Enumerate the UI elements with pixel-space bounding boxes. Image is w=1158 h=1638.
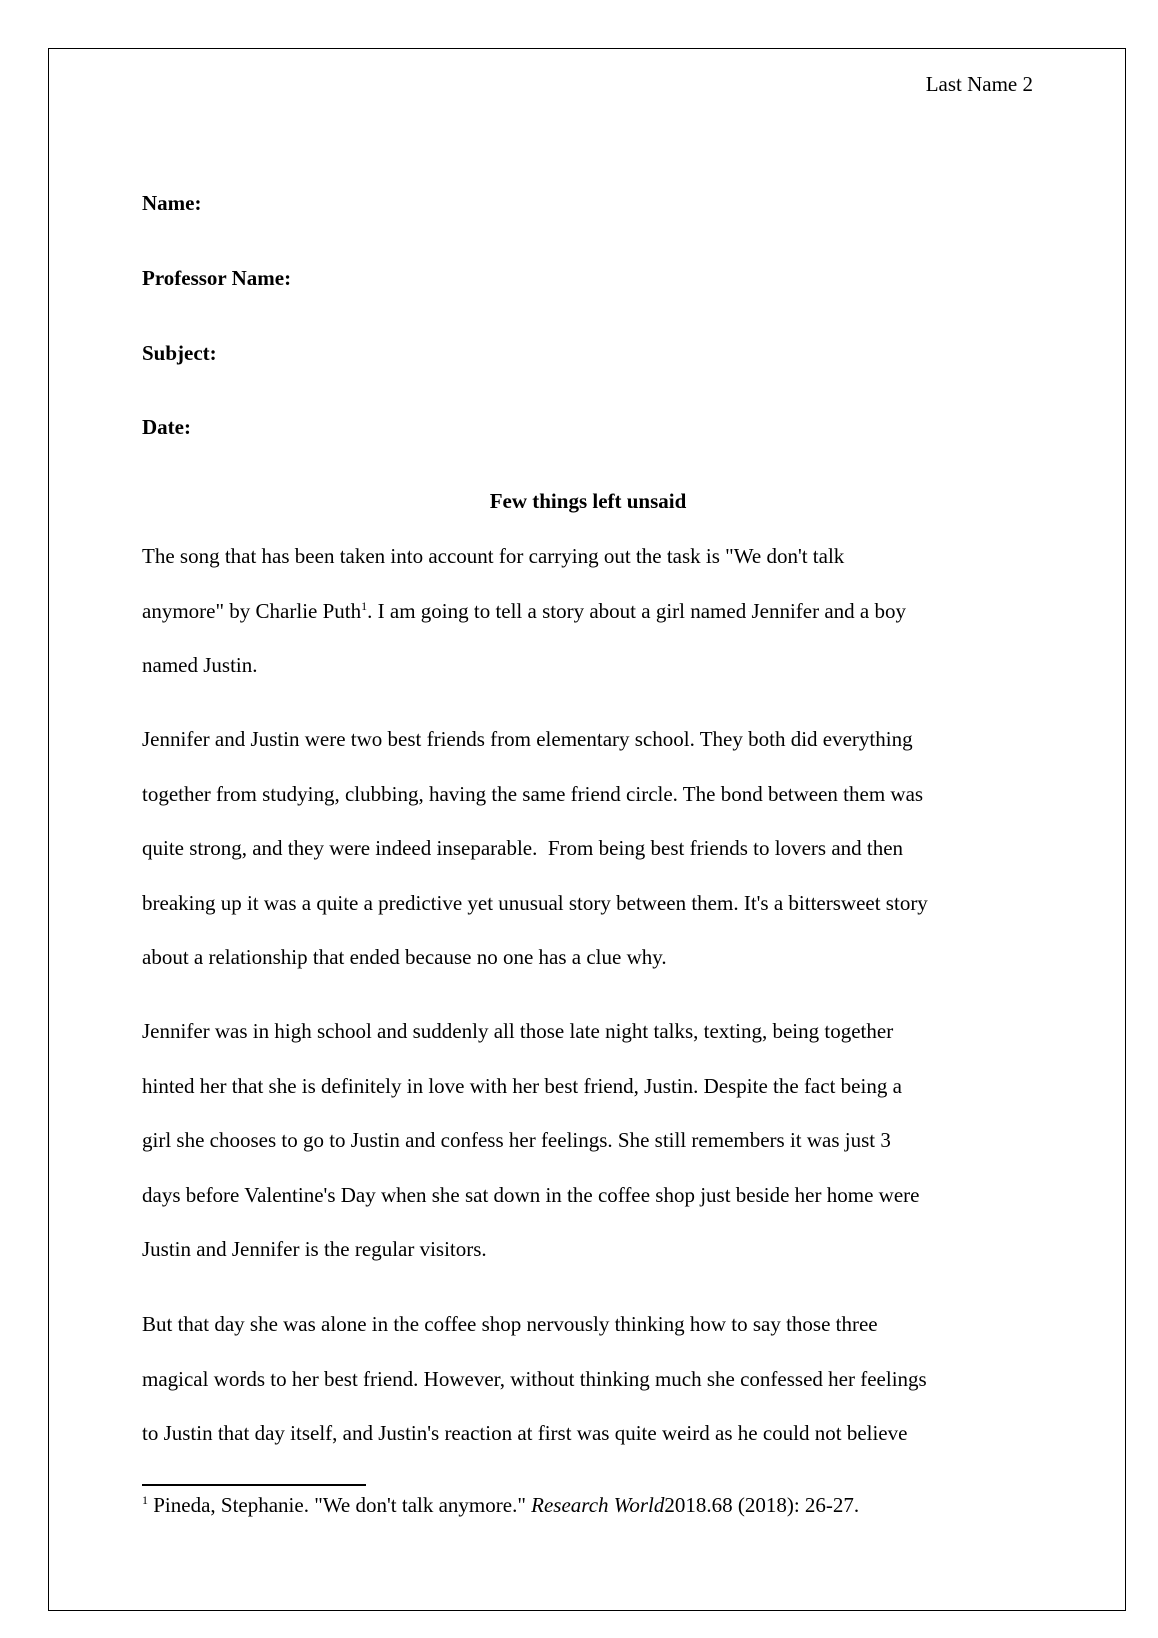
professor-name-label: Professor Name:	[142, 266, 292, 290]
footnote-separator	[142, 1484, 366, 1486]
paragraph-4	[142, 1297, 927, 1461]
footnote-number: 1	[142, 1493, 148, 1507]
footnote	[142, 1492, 859, 1518]
paragraph-line: Justin and Jennifer is the regular visitors.	[142, 1237, 487, 1262]
running-head: Last Name 2	[925, 72, 1033, 96]
paragraph-line: The song that has been taken into account for carrying out the task is "We don't talk	[142, 544, 845, 568]
paragraph-line: Jennifer and Justin were two best friends from elementary school. They both did everything	[142, 727, 913, 751]
paragraph-line: to Justin that day itself, and Justin's reaction at first was quite weird as he could not believe	[142, 1421, 908, 1446]
paragraph-line: girl she chooses to go to Justin and confess her feelings. She still remembers it was just 3	[142, 1128, 891, 1153]
footnote-journal: Research World	[531, 1493, 665, 1517]
paragraph-2	[142, 712, 928, 985]
line-text: anymore" by Charlie Puth	[142, 598, 362, 623]
subject-label: Subject:	[142, 341, 217, 365]
paragraph-line: quite strong, and they were indeed inseparable. From being best friends to lovers and then	[142, 836, 904, 861]
footnote-text: Pineda, Stephanie. "We don't talk anymore."	[148, 1493, 532, 1517]
paragraph-line	[142, 584, 906, 639]
paragraph-3	[142, 1004, 919, 1277]
paragraph-line: hinted her that she is definitely in love with her best friend, Justin. Despite the fact being a	[142, 1073, 902, 1098]
name-label: Name:	[142, 191, 202, 215]
footnote-citation: 2018.68 (2018): 26-27.	[664, 1493, 860, 1517]
footnote-ref[interactable]: 1	[361, 598, 368, 613]
line-text: . I am going to tell a story about a girl named Jennifer and a boy	[367, 598, 906, 623]
essay-title: Few things left unsaid	[489, 489, 687, 513]
paragraph-line: Jennifer was in high school and suddenly all those late night talks, texting, being together	[142, 1019, 894, 1043]
paragraph-line: days before Valentine's Day when she sat down in the coffee shop just beside her home were	[142, 1182, 920, 1207]
paragraph-line: magical words to her best friend. However, without thinking much she confessed her feelings	[142, 1366, 927, 1391]
paragraph-1	[142, 529, 906, 693]
paragraph-line: named Justin.	[142, 653, 258, 678]
paragraph-line: But that day she was alone in the coffee shop nervously thinking how to say those three	[142, 1312, 878, 1336]
paragraph-line: together from studying, clubbing, having the same friend circle. The bond between them was	[142, 781, 924, 806]
paragraph-line: about a relationship that ended because no one has a clue why.	[142, 945, 667, 970]
date-label: Date:	[142, 415, 191, 439]
paragraph-line: breaking up it was a quite a predictive yet unusual story between them. It's a bittersweet story	[142, 890, 928, 915]
